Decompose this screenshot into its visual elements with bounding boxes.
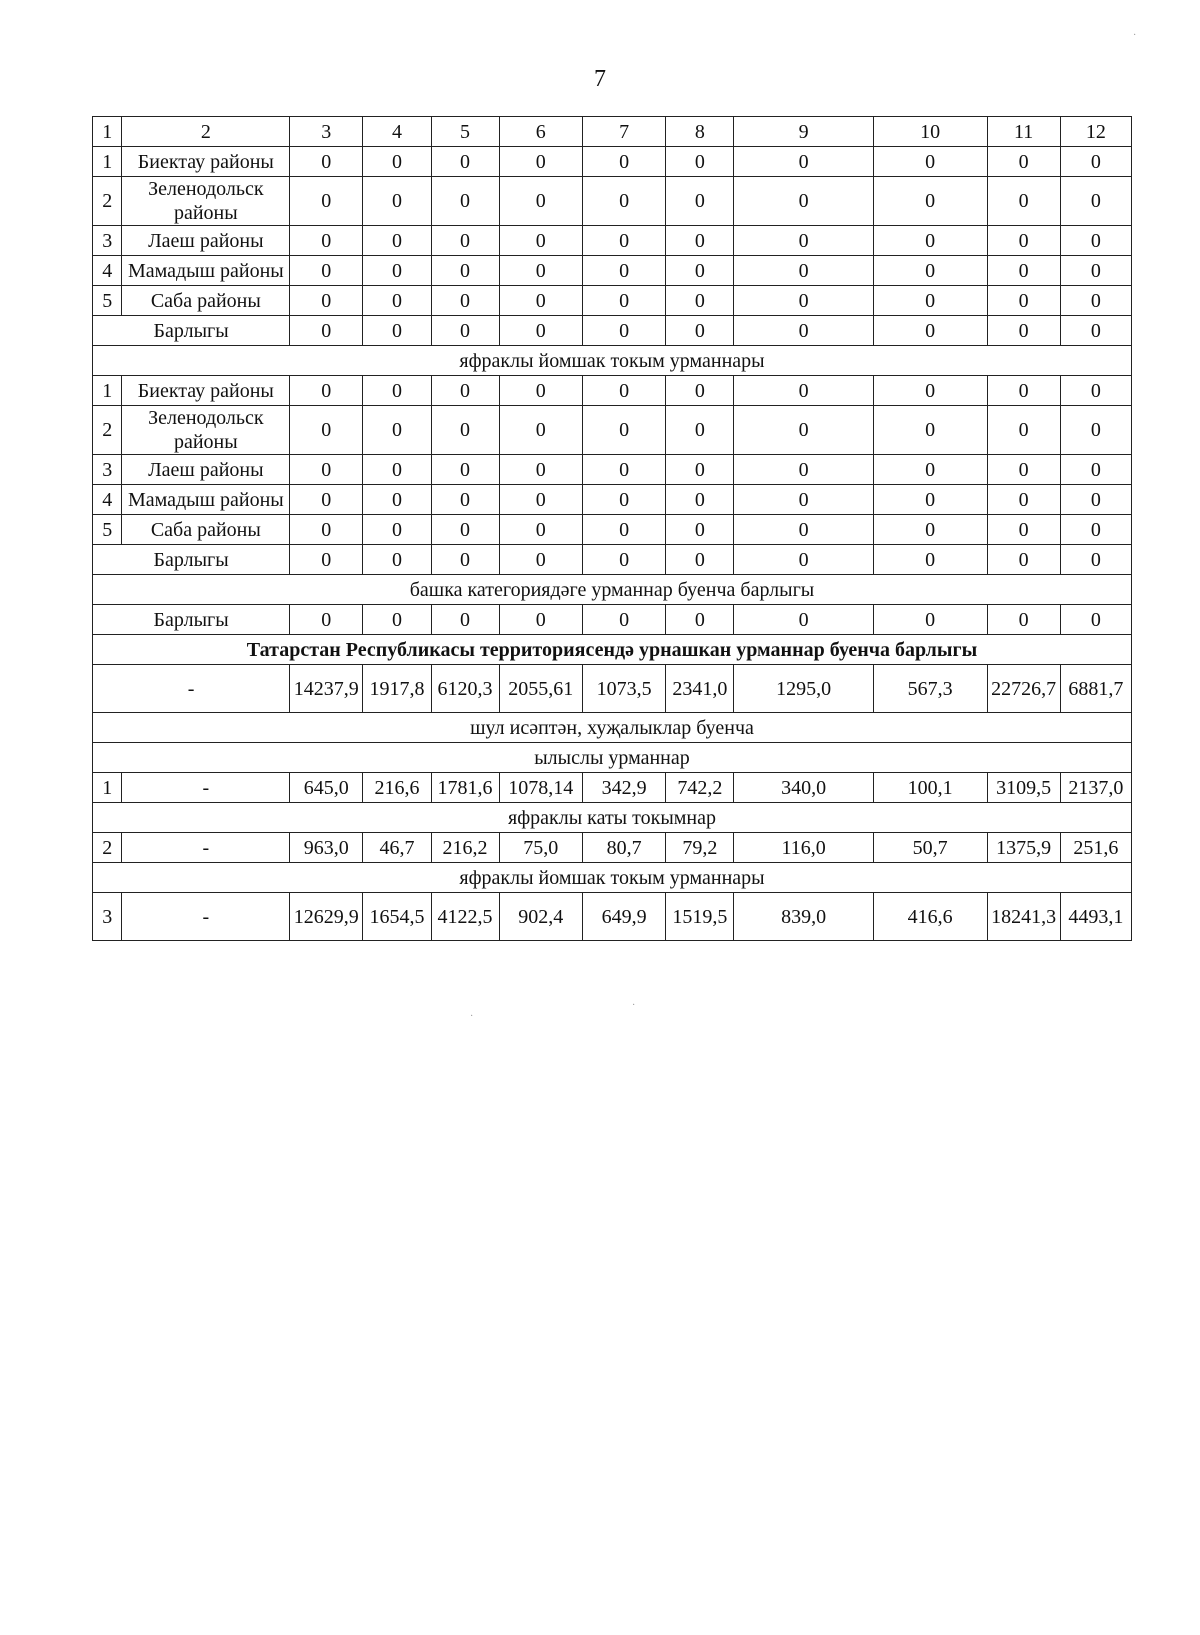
value-cell: 0: [431, 316, 499, 346]
value-cell: 0: [1060, 316, 1131, 346]
name-cell: -: [122, 773, 290, 803]
section-title-cell: ылыслы урманнар: [93, 743, 1132, 773]
column-number-cell: 8: [666, 117, 734, 147]
table-row: [93, 286, 1132, 316]
value-cell: 0: [582, 406, 665, 455]
value-cell: 0: [666, 545, 734, 575]
value-cell: 0: [734, 286, 873, 316]
value-cell: 0: [987, 316, 1060, 346]
value-cell: 0: [290, 545, 363, 575]
value-cell: 0: [363, 316, 431, 346]
value-cell: 0: [873, 177, 987, 226]
column-number-cell: 9: [734, 117, 873, 147]
row-number-cell: 4: [93, 485, 122, 515]
value-cell: 0: [666, 177, 734, 226]
value-cell: 0: [1060, 545, 1131, 575]
value-cell: 0: [666, 147, 734, 177]
value-cell: 0: [582, 177, 665, 226]
value-cell: 0: [431, 147, 499, 177]
table-row: [93, 256, 1132, 286]
value-cell: 340,0: [734, 773, 873, 803]
value-cell: 2055,61: [499, 665, 582, 713]
value-cell: 0: [582, 147, 665, 177]
value-cell: 0: [363, 605, 431, 635]
header-row: [93, 117, 1132, 147]
value-cell: 100,1: [873, 773, 987, 803]
value-cell: 6881,7: [1060, 665, 1131, 713]
value-cell: 0: [873, 515, 987, 545]
value-cell: 0: [1060, 286, 1131, 316]
value-cell: 0: [873, 256, 987, 286]
value-cell: 0: [290, 286, 363, 316]
value-cell: 0: [1060, 485, 1131, 515]
value-cell: 0: [582, 515, 665, 545]
value-cell: 251,6: [1060, 833, 1131, 863]
value-cell: 0: [499, 286, 582, 316]
district-name-cell: Зеленодольск районы: [122, 177, 290, 226]
value-cell: 0: [734, 177, 873, 226]
value-cell: 0: [290, 455, 363, 485]
section-title-cell: шул исәптән, хуҗалыклар буенча: [93, 713, 1132, 743]
total-row: [93, 316, 1132, 346]
district-name-cell: Лаеш районы: [122, 226, 290, 256]
value-cell: 0: [734, 406, 873, 455]
row-number-cell: 2: [93, 406, 122, 455]
section-header-row: [93, 575, 1132, 605]
value-cell: 0: [363, 177, 431, 226]
value-cell: 0: [431, 406, 499, 455]
value-cell: 3109,5: [987, 773, 1060, 803]
value-cell: 0: [582, 286, 665, 316]
value-cell: 22726,7: [987, 665, 1060, 713]
table-row: [93, 147, 1132, 177]
total-row: [93, 545, 1132, 575]
value-cell: 0: [290, 147, 363, 177]
value-cell: 0: [582, 256, 665, 286]
table-row: [93, 376, 1132, 406]
value-cell: 0: [734, 226, 873, 256]
value-cell: 0: [363, 455, 431, 485]
value-cell: 0: [873, 545, 987, 575]
table-row: [93, 406, 1132, 455]
value-cell: 0: [431, 286, 499, 316]
value-cell: 0: [734, 485, 873, 515]
value-cell: 0: [1060, 455, 1131, 485]
total-label-cell: Барлыгы: [93, 605, 290, 635]
value-cell: 0: [363, 147, 431, 177]
value-cell: 0: [873, 455, 987, 485]
value-cell: 0: [873, 376, 987, 406]
table-row: [93, 177, 1132, 226]
value-cell: 0: [987, 545, 1060, 575]
value-cell: 0: [363, 286, 431, 316]
value-cell: 0: [290, 226, 363, 256]
value-cell: 0: [1060, 376, 1131, 406]
column-number-cell: 7: [582, 117, 665, 147]
district-name-cell: Биектау районы: [122, 147, 290, 177]
value-cell: 0: [1060, 515, 1131, 545]
value-cell: 12629,9: [290, 893, 363, 941]
value-cell: 0: [873, 147, 987, 177]
value-cell: 0: [734, 376, 873, 406]
value-cell: 0: [666, 286, 734, 316]
value-cell: 0: [582, 605, 665, 635]
value-cell: 0: [734, 455, 873, 485]
value-cell: 0: [363, 226, 431, 256]
row-number-cell: 1: [93, 773, 122, 803]
row-number-cell: 5: [93, 286, 122, 316]
value-cell: 1654,5: [363, 893, 431, 941]
value-cell: 0: [363, 256, 431, 286]
value-cell: 649,9: [582, 893, 665, 941]
value-cell: 1519,5: [666, 893, 734, 941]
value-cell: 0: [431, 376, 499, 406]
district-name-cell: Зеленодольск районы: [122, 406, 290, 455]
value-cell: 0: [987, 286, 1060, 316]
value-cell: 0: [734, 605, 873, 635]
value-cell: 0: [499, 455, 582, 485]
column-number-cell: 6: [499, 117, 582, 147]
value-cell: 79,2: [666, 833, 734, 863]
value-cell: 0: [499, 406, 582, 455]
table-row: [93, 893, 1132, 941]
value-cell: 1295,0: [734, 665, 873, 713]
section-title-cell: яфраклы каты токымнар: [93, 803, 1132, 833]
value-cell: 50,7: [873, 833, 987, 863]
value-cell: 0: [363, 545, 431, 575]
value-cell: 0: [666, 316, 734, 346]
section-title-cell: Татарстан Республикасы территориясендә урнашкан урманнар буенча барлыгы: [93, 635, 1132, 665]
table-row: [93, 226, 1132, 256]
column-number-cell: 5: [431, 117, 499, 147]
section-title-cell: башка категориядәге урманнар буенча барлыгы: [93, 575, 1132, 605]
total-label-cell: Барлыгы: [93, 316, 290, 346]
row-number-cell: 1: [93, 147, 122, 177]
value-cell: 80,7: [582, 833, 665, 863]
value-cell: 0: [987, 485, 1060, 515]
value-cell: 0: [1060, 147, 1131, 177]
table-row: [93, 665, 1132, 713]
value-cell: 0: [734, 256, 873, 286]
section-header-row: [93, 743, 1132, 773]
value-cell: 0: [431, 455, 499, 485]
value-cell: 0: [431, 177, 499, 226]
value-cell: 0: [987, 455, 1060, 485]
value-cell: 0: [363, 376, 431, 406]
table-row: [93, 773, 1132, 803]
row-number-cell: 1: [93, 376, 122, 406]
value-cell: 0: [499, 147, 582, 177]
value-cell: 0: [499, 515, 582, 545]
value-cell: 0: [873, 316, 987, 346]
value-cell: 0: [1060, 406, 1131, 455]
value-cell: 1073,5: [582, 665, 665, 713]
value-cell: 0: [987, 256, 1060, 286]
value-cell: 0: [499, 545, 582, 575]
value-cell: 0: [666, 406, 734, 455]
value-cell: 0: [987, 605, 1060, 635]
value-cell: 0: [582, 545, 665, 575]
value-cell: 0: [987, 515, 1060, 545]
row-number-cell: 4: [93, 256, 122, 286]
value-cell: 0: [431, 226, 499, 256]
value-cell: 1917,8: [363, 665, 431, 713]
value-cell: 0: [363, 406, 431, 455]
value-cell: 0: [290, 177, 363, 226]
value-cell: 0: [1060, 226, 1131, 256]
value-cell: 1078,14: [499, 773, 582, 803]
value-cell: 0: [290, 515, 363, 545]
column-number-cell: 4: [363, 117, 431, 147]
value-cell: 0: [873, 485, 987, 515]
value-cell: 46,7: [363, 833, 431, 863]
value-cell: 0: [431, 545, 499, 575]
value-cell: 2341,0: [666, 665, 734, 713]
value-cell: 0: [431, 256, 499, 286]
value-cell: 0: [873, 406, 987, 455]
value-cell: 14237,9: [290, 665, 363, 713]
value-cell: 0: [499, 605, 582, 635]
name-cell: -: [122, 833, 290, 863]
value-cell: 4493,1: [1060, 893, 1131, 941]
value-cell: 1781,6: [431, 773, 499, 803]
value-cell: 0: [873, 226, 987, 256]
value-cell: 0: [666, 256, 734, 286]
name-cell: -: [93, 665, 290, 713]
value-cell: 0: [987, 406, 1060, 455]
value-cell: 0: [734, 515, 873, 545]
value-cell: 0: [666, 376, 734, 406]
row-number-cell: 2: [93, 833, 122, 863]
value-cell: 0: [734, 147, 873, 177]
row-number-cell: 2: [93, 177, 122, 226]
row-number-cell: 3: [93, 893, 122, 941]
table-row: [93, 833, 1132, 863]
section-header-row: [93, 803, 1132, 833]
section-header-row: [93, 346, 1132, 376]
value-cell: 0: [873, 605, 987, 635]
value-cell: 0: [290, 376, 363, 406]
value-cell: 839,0: [734, 893, 873, 941]
value-cell: 742,2: [666, 773, 734, 803]
value-cell: 216,6: [363, 773, 431, 803]
value-cell: 0: [582, 376, 665, 406]
value-cell: 0: [499, 256, 582, 286]
page-number: 7: [594, 66, 606, 92]
value-cell: 0: [873, 286, 987, 316]
value-cell: 0: [363, 485, 431, 515]
district-name-cell: Мамадыш районы: [122, 485, 290, 515]
section-title-cell: яфраклы йомшак токым урманнары: [93, 863, 1132, 893]
total-label-cell: Барлыгы: [93, 545, 290, 575]
value-cell: 0: [987, 376, 1060, 406]
value-cell: 0: [734, 545, 873, 575]
value-cell: 0: [499, 376, 582, 406]
district-name-cell: Биектау районы: [122, 376, 290, 406]
value-cell: 0: [431, 515, 499, 545]
section-header-row: [93, 713, 1132, 743]
value-cell: 0: [431, 485, 499, 515]
value-cell: 963,0: [290, 833, 363, 863]
table-row: [93, 515, 1132, 545]
section-header-row: [93, 635, 1132, 665]
value-cell: 0: [499, 226, 582, 256]
row-number-cell: 5: [93, 515, 122, 545]
column-number-cell: 3: [290, 117, 363, 147]
section-title-cell: яфраклы йомшак токым урманнары: [93, 346, 1132, 376]
table-row: [93, 485, 1132, 515]
column-number-cell: 10: [873, 117, 987, 147]
value-cell: 0: [431, 605, 499, 635]
district-name-cell: Саба районы: [122, 515, 290, 545]
value-cell: 1375,9: [987, 833, 1060, 863]
value-cell: 0: [666, 605, 734, 635]
value-cell: 0: [666, 455, 734, 485]
value-cell: 0: [499, 177, 582, 226]
value-cell: 0: [987, 177, 1060, 226]
value-cell: 6120,3: [431, 665, 499, 713]
value-cell: 567,3: [873, 665, 987, 713]
value-cell: 0: [582, 455, 665, 485]
row-number-cell: 3: [93, 455, 122, 485]
total-row: [93, 605, 1132, 635]
value-cell: 0: [666, 485, 734, 515]
value-cell: 0: [1060, 256, 1131, 286]
value-cell: 0: [582, 226, 665, 256]
section-header-row: [93, 863, 1132, 893]
column-number-cell: 1: [93, 117, 122, 147]
column-number-cell: 2: [122, 117, 290, 147]
value-cell: 0: [290, 485, 363, 515]
value-cell: 18241,3: [987, 893, 1060, 941]
column-number-cell: 12: [1060, 117, 1131, 147]
district-name-cell: Лаеш районы: [122, 455, 290, 485]
value-cell: 0: [987, 226, 1060, 256]
value-cell: 0: [734, 316, 873, 346]
row-number-cell: 3: [93, 226, 122, 256]
value-cell: 416,6: [873, 893, 987, 941]
value-cell: 902,4: [499, 893, 582, 941]
name-cell: -: [122, 893, 290, 941]
value-cell: 2137,0: [1060, 773, 1131, 803]
value-cell: 0: [987, 147, 1060, 177]
forest-data-table: [92, 116, 1132, 941]
value-cell: 216,2: [431, 833, 499, 863]
value-cell: 0: [363, 515, 431, 545]
value-cell: 4122,5: [431, 893, 499, 941]
value-cell: 0: [290, 256, 363, 286]
value-cell: 645,0: [290, 773, 363, 803]
value-cell: 0: [582, 316, 665, 346]
district-name-cell: Саба районы: [122, 286, 290, 316]
value-cell: 0: [1060, 605, 1131, 635]
value-cell: 0: [582, 485, 665, 515]
value-cell: 0: [666, 226, 734, 256]
value-cell: 0: [499, 316, 582, 346]
table-row: [93, 455, 1132, 485]
value-cell: 0: [499, 485, 582, 515]
value-cell: 0: [1060, 177, 1131, 226]
value-cell: 0: [290, 406, 363, 455]
value-cell: 0: [666, 515, 734, 545]
value-cell: 342,9: [582, 773, 665, 803]
value-cell: 75,0: [499, 833, 582, 863]
value-cell: 116,0: [734, 833, 873, 863]
value-cell: 0: [290, 316, 363, 346]
column-number-cell: 11: [987, 117, 1060, 147]
district-name-cell: Мамадыш районы: [122, 256, 290, 286]
value-cell: 0: [290, 605, 363, 635]
